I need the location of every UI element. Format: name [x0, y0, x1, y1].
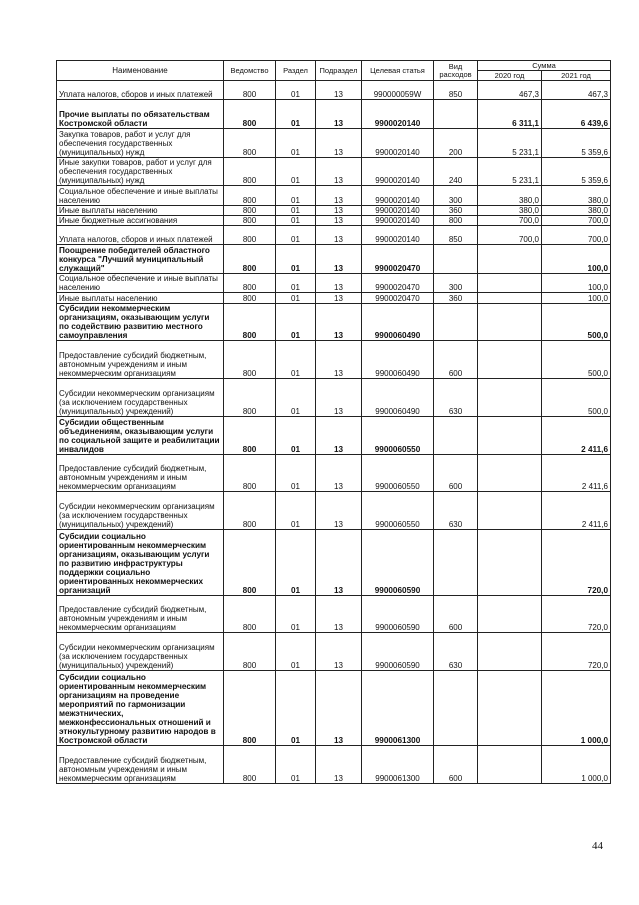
sum-2020-cell — [478, 454, 542, 492]
sum-2020-cell: 380,0 — [478, 186, 542, 205]
dept-cell: 800 — [224, 245, 276, 274]
name-cell: Иные бюджетные ассигнования — [57, 215, 224, 225]
target-cell: 9900060590 — [362, 595, 434, 633]
budget-table — [56, 60, 611, 784]
dept-cell: 800 — [224, 341, 276, 379]
target-cell: 9900060590 — [362, 633, 434, 671]
section-cell: 01 — [276, 100, 316, 129]
sum-2021-cell: 5 359,6 — [542, 128, 611, 157]
section-cell: 01 — [276, 157, 316, 186]
section-cell: 01 — [276, 671, 316, 746]
sum-2021-cell: 6 439,6 — [542, 100, 611, 129]
table-row — [57, 416, 611, 454]
subsection-cell: 13 — [316, 186, 362, 205]
table-row — [57, 186, 611, 205]
header-sum: Сумма — [478, 61, 611, 71]
name-cell: Предоставление субсидий бюджетным, автономным учреждениям и иным некоммерческим организациям — [57, 745, 224, 783]
table-row — [57, 157, 611, 186]
table-body — [57, 81, 611, 784]
name-cell: Прочие выплаты по обязательствам Костромской области — [57, 100, 224, 129]
dept-cell: 800 — [224, 530, 276, 595]
header-2021: 2021 год — [542, 71, 611, 81]
sum-2020-cell: 700,0 — [478, 215, 542, 225]
kind-cell: 200 — [434, 128, 478, 157]
sum-2020-cell: 6 311,1 — [478, 100, 542, 129]
sum-2020-cell — [478, 530, 542, 595]
kind-cell: 630 — [434, 379, 478, 417]
target-cell: 9900020140 — [362, 100, 434, 129]
subsection-cell: 13 — [316, 100, 362, 129]
name-cell: Субсидии некоммерческим организациям, оказывающим услуги по содействию развитию местного самоуправления — [57, 303, 224, 341]
table-row — [57, 671, 611, 746]
target-cell: 9900060490 — [362, 303, 434, 341]
section-cell: 01 — [276, 530, 316, 595]
section-cell: 01 — [276, 205, 316, 215]
sum-2021-cell: 500,0 — [542, 379, 611, 417]
dept-cell: 800 — [224, 81, 276, 100]
sum-2021-cell: 500,0 — [542, 341, 611, 379]
sum-2020-cell — [478, 273, 542, 292]
dept-cell: 800 — [224, 303, 276, 341]
sum-2020-cell — [478, 633, 542, 671]
sum-2021-cell: 700,0 — [542, 225, 611, 244]
sum-2021-cell: 1 000,0 — [542, 745, 611, 783]
sum-2021-cell: 1 000,0 — [542, 671, 611, 746]
section-cell: 01 — [276, 633, 316, 671]
dept-cell: 800 — [224, 157, 276, 186]
target-cell: 9900061300 — [362, 745, 434, 783]
sum-2021-cell: 500,0 — [542, 303, 611, 341]
kind-cell: 630 — [434, 492, 478, 530]
dept-cell: 800 — [224, 671, 276, 746]
section-cell: 01 — [276, 186, 316, 205]
name-cell: Уплата налогов, сборов и иных платежей — [57, 81, 224, 100]
dept-cell: 800 — [224, 205, 276, 215]
target-cell: 9900060550 — [362, 416, 434, 454]
page-number: 44 — [592, 840, 603, 852]
section-cell: 01 — [276, 293, 316, 303]
table-row — [57, 595, 611, 633]
name-cell: Социальное обеспечение и иные выплаты населению — [57, 273, 224, 292]
kind-cell: 600 — [434, 745, 478, 783]
section-cell: 01 — [276, 341, 316, 379]
target-cell: 9900020140 — [362, 128, 434, 157]
subsection-cell: 13 — [316, 416, 362, 454]
subsection-cell: 13 — [316, 341, 362, 379]
section-cell: 01 — [276, 81, 316, 100]
subsection-cell: 13 — [316, 273, 362, 292]
subsection-cell: 13 — [316, 454, 362, 492]
header-section: Раздел — [276, 61, 316, 81]
section-cell: 01 — [276, 454, 316, 492]
subsection-cell: 13 — [316, 492, 362, 530]
table-row — [57, 341, 611, 379]
target-cell: 9900061300 — [362, 671, 434, 746]
name-cell: Субсидии социально ориентированным некоммерческим организациям, оказывающим услуги по развитию инфраструктуры поддержки социально ориентированных некоммерческих организаций — [57, 530, 224, 595]
dept-cell: 800 — [224, 215, 276, 225]
sum-2020-cell — [478, 341, 542, 379]
header-subsection: Подраздел — [316, 61, 362, 81]
name-cell: Уплата налогов, сборов и иных платежей — [57, 225, 224, 244]
section-cell: 01 — [276, 225, 316, 244]
table-row — [57, 215, 611, 225]
sum-2020-cell: 700,0 — [478, 225, 542, 244]
sum-2021-cell: 2 411,6 — [542, 492, 611, 530]
name-cell: Субсидии некоммерческим организациям (за исключением государственных (муниципальных) учреждений) — [57, 492, 224, 530]
kind-cell — [434, 416, 478, 454]
table-row — [57, 245, 611, 274]
section-cell: 01 — [276, 379, 316, 417]
dept-cell: 800 — [224, 273, 276, 292]
header-name: Наименование — [57, 61, 224, 81]
dept-cell: 800 — [224, 745, 276, 783]
name-cell: Иные закупки товаров, работ и услуг для обеспечения государственных (муниципальных) нужд — [57, 157, 224, 186]
table-row — [57, 454, 611, 492]
section-cell: 01 — [276, 416, 316, 454]
dept-cell: 800 — [224, 633, 276, 671]
sum-2021-cell: 720,0 — [542, 530, 611, 595]
header-kind: Вид расходов — [434, 61, 478, 81]
section-cell: 01 — [276, 595, 316, 633]
target-cell: 9900060550 — [362, 492, 434, 530]
name-cell: Поощрение победителей областного конкурса "Лучший муниципальный служащий" — [57, 245, 224, 274]
target-cell: 9900020140 — [362, 225, 434, 244]
kind-cell: 300 — [434, 186, 478, 205]
subsection-cell: 13 — [316, 128, 362, 157]
section-cell: 01 — [276, 303, 316, 341]
name-cell: Субсидии некоммерческим организациям (за исключением государственных (муниципальных) учреждений) — [57, 633, 224, 671]
kind-cell: 300 — [434, 273, 478, 292]
header-target: Целевая статья — [362, 61, 434, 81]
section-cell: 01 — [276, 745, 316, 783]
target-cell: 9900060550 — [362, 454, 434, 492]
kind-cell: 360 — [434, 205, 478, 215]
table-row — [57, 128, 611, 157]
sum-2020-cell: 5 231,1 — [478, 157, 542, 186]
dept-cell: 800 — [224, 186, 276, 205]
sum-2020-cell — [478, 595, 542, 633]
sum-2021-cell: 100,0 — [542, 273, 611, 292]
name-cell: Иные выплаты населению — [57, 205, 224, 215]
target-cell: 9900060490 — [362, 341, 434, 379]
table-row — [57, 303, 611, 341]
name-cell: Предоставление субсидий бюджетным, автономным учреждениям и иным некоммерческим организациям — [57, 595, 224, 633]
table-row — [57, 273, 611, 292]
sum-2021-cell: 720,0 — [542, 595, 611, 633]
kind-cell: 360 — [434, 293, 478, 303]
kind-cell: 600 — [434, 454, 478, 492]
sum-2020-cell — [478, 293, 542, 303]
subsection-cell: 13 — [316, 379, 362, 417]
sum-2020-cell — [478, 379, 542, 417]
kind-cell: 600 — [434, 341, 478, 379]
target-cell: 9900020140 — [362, 157, 434, 186]
subsection-cell: 13 — [316, 215, 362, 225]
table-row — [57, 100, 611, 129]
target-cell: 9900020470 — [362, 293, 434, 303]
sum-2020-cell: 5 231,1 — [478, 128, 542, 157]
subsection-cell: 13 — [316, 303, 362, 341]
name-cell: Субсидии общественным объединениям, оказывающим услуги по социальной защите и реабилитации инвалидов — [57, 416, 224, 454]
table-row — [57, 379, 611, 417]
table-row — [57, 225, 611, 244]
sum-2020-cell: 467,3 — [478, 81, 542, 100]
sum-2020-cell — [478, 745, 542, 783]
target-cell: 990000059W — [362, 81, 434, 100]
sum-2020-cell — [478, 303, 542, 341]
sum-2021-cell: 380,0 — [542, 186, 611, 205]
name-cell: Социальное обеспечение и иные выплаты населению — [57, 186, 224, 205]
sum-2021-cell: 380,0 — [542, 205, 611, 215]
kind-cell: 850 — [434, 81, 478, 100]
sum-2021-cell: 100,0 — [542, 245, 611, 274]
target-cell: 9900020140 — [362, 186, 434, 205]
subsection-cell: 13 — [316, 205, 362, 215]
sum-2021-cell: 100,0 — [542, 293, 611, 303]
section-cell: 01 — [276, 215, 316, 225]
subsection-cell: 13 — [316, 745, 362, 783]
sum-2020-cell — [478, 416, 542, 454]
subsection-cell: 13 — [316, 633, 362, 671]
section-cell: 01 — [276, 128, 316, 157]
name-cell: Закупка товаров, работ и услуг для обеспечения государственных (муниципальных) нужд — [57, 128, 224, 157]
subsection-cell: 13 — [316, 671, 362, 746]
subsection-cell: 13 — [316, 595, 362, 633]
dept-cell: 800 — [224, 379, 276, 417]
dept-cell: 800 — [224, 454, 276, 492]
target-cell: 9900060490 — [362, 379, 434, 417]
sum-2021-cell: 5 359,6 — [542, 157, 611, 186]
table-row — [57, 293, 611, 303]
kind-cell — [434, 530, 478, 595]
kind-cell — [434, 671, 478, 746]
target-cell: 9900060590 — [362, 530, 434, 595]
table-row — [57, 205, 611, 215]
target-cell: 9900020140 — [362, 215, 434, 225]
dept-cell: 800 — [224, 293, 276, 303]
sum-2020-cell: 380,0 — [478, 205, 542, 215]
dept-cell: 800 — [224, 595, 276, 633]
section-cell: 01 — [276, 245, 316, 274]
subsection-cell: 13 — [316, 157, 362, 186]
sum-2021-cell: 700,0 — [542, 215, 611, 225]
target-cell: 9900020470 — [362, 245, 434, 274]
kind-cell: 850 — [434, 225, 478, 244]
subsection-cell: 13 — [316, 245, 362, 274]
kind-cell — [434, 303, 478, 341]
sum-2021-cell: 2 411,6 — [542, 416, 611, 454]
table-row — [57, 745, 611, 783]
name-cell: Субсидии некоммерческим организациям (за исключением государственных (муниципальных) учреждений) — [57, 379, 224, 417]
kind-cell — [434, 245, 478, 274]
dept-cell: 800 — [224, 416, 276, 454]
name-cell: Иные выплаты населению — [57, 293, 224, 303]
subsection-cell: 13 — [316, 530, 362, 595]
name-cell: Предоставление субсидий бюджетным, автономным учреждениям и иным некоммерческим организациям — [57, 341, 224, 379]
dept-cell: 800 — [224, 225, 276, 244]
kind-cell: 800 — [434, 215, 478, 225]
table-row — [57, 530, 611, 595]
kind-cell — [434, 100, 478, 129]
subsection-cell: 13 — [316, 225, 362, 244]
dept-cell: 800 — [224, 100, 276, 129]
table-row — [57, 633, 611, 671]
subsection-cell: 13 — [316, 293, 362, 303]
sum-2020-cell — [478, 492, 542, 530]
name-cell: Субсидии социально ориентированным некоммерческим организациям на проведение мероприятий по гармонизации межэтнических, межконфессиональных отношений и этнокультурному развитию народов в Костромской области — [57, 671, 224, 746]
sum-2020-cell — [478, 245, 542, 274]
table-row — [57, 81, 611, 100]
table-row — [57, 492, 611, 530]
header-2020: 2020 год — [478, 71, 542, 81]
dept-cell: 800 — [224, 492, 276, 530]
kind-cell: 630 — [434, 633, 478, 671]
name-cell: Предоставление субсидий бюджетным, автономным учреждениям и иным некоммерческим организациям — [57, 454, 224, 492]
target-cell: 9900020470 — [362, 273, 434, 292]
sum-2021-cell: 720,0 — [542, 633, 611, 671]
section-cell: 01 — [276, 273, 316, 292]
kind-cell: 240 — [434, 157, 478, 186]
dept-cell: 800 — [224, 128, 276, 157]
sum-2021-cell: 2 411,6 — [542, 454, 611, 492]
target-cell: 9900020140 — [362, 205, 434, 215]
section-cell: 01 — [276, 492, 316, 530]
subsection-cell: 13 — [316, 81, 362, 100]
sum-2020-cell — [478, 671, 542, 746]
header-dept: Ведомство — [224, 61, 276, 81]
kind-cell: 600 — [434, 595, 478, 633]
sum-2021-cell: 467,3 — [542, 81, 611, 100]
